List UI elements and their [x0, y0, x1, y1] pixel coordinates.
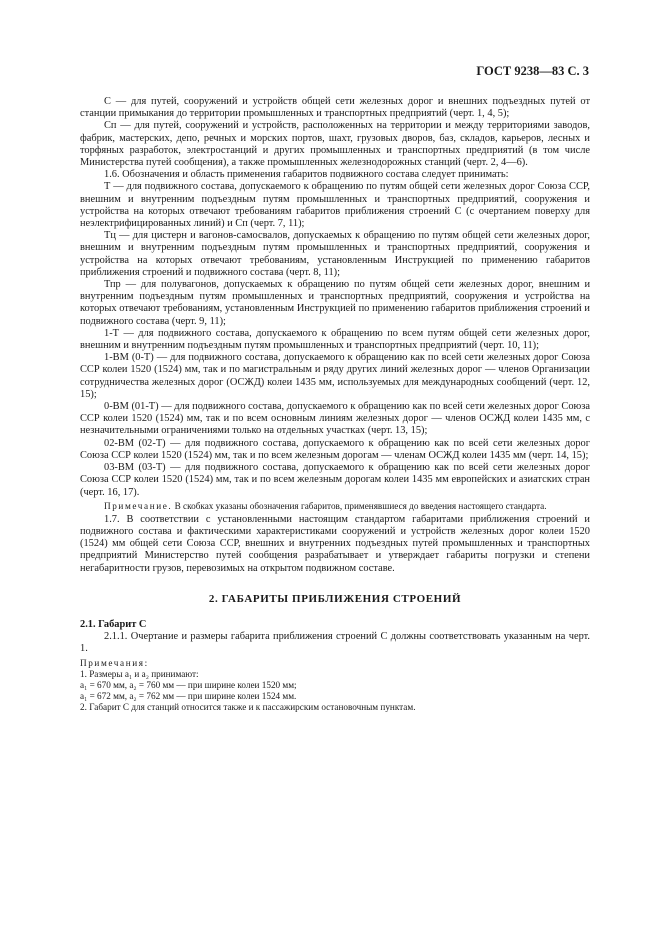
note-line: a₁ = 670 мм, a₂ = 760 мм — при ширине колеи 1520 мм;: [80, 679, 297, 690]
paragraph: С — для путей, сооружений и устройств общей сети железных дорог и внешних подъездных путей от станции примыкания до территории промышленных и транспортных предприятий (черт. 1, 4, 5);: [80, 96, 590, 120]
section-title: 2. ГАБАРИТЫ ПРИБЛИЖЕНИЯ СТРОЕНИЙ: [208, 592, 462, 605]
note-line: 1. Размеры a₁ и a₂ принимают:: [80, 668, 199, 679]
document-body: [80, 96, 590, 713]
subsection-title: 2.1. Габарит С: [80, 618, 147, 630]
paragraph: Сп — для путей, сооружений и устройств, расположенных на территории и между территориями заводов, фабрик, мастерских, депо, речных и морских портов, шахт, грузовых дворов, баз, складов, карьеров, лесных и торфяных разработок, электростанций и других промышленных и транспортных предприятий (в том числе Министерства путей сообщения), а также промышленных железнодорожных станций (черт. 2, 4—6).: [80, 120, 590, 169]
paragraph: 03-ВМ (03-Т) — для подвижного состава, допускаемого к обращению как по всей сети железных дорог Союза ССР колеи 1520 (1524) мм, так и по всем железным дорогам колеи 1435 мм европейских и азиатских стран (черт. 16, 17).: [80, 462, 590, 498]
paragraph: 02-ВМ (02-Т) — для подвижного состава, допускаемого к обращению как по всей сети железных дорог Союза ССР колеи 1520 (1524) мм, так и по всем железным дорогам — членам ОСЖД колеи 1435 мм (черт. 14, 15);: [80, 437, 590, 461]
paragraph: 1.6. Обозначения и область применения габаритов подвижного состава следует принимать:: [104, 169, 509, 181]
paragraph: 1-Т — для подвижного состава, допускаемого к обращению по всем путям общей сети железных дорог, внешним и внутренним подъездным путям промышленных и транспортных предприятий (черт. 10, 11);: [80, 327, 590, 352]
note-text: В скобках указаны обозначения габаритов, применявшиеся до введения настоящего стандарта.: [172, 500, 547, 511]
paragraph-2-1-1: 2.1.1. Очертание и размеры габарита приближения строений С должны соответствовать указанным на черт. 1.: [80, 631, 590, 655]
page-header: ГОСТ 9238—83 С. 3: [476, 64, 589, 78]
paragraph-1-7: 1.7. В соответствии с установленными настоящим стандартом габаритами приближения строений и подвижного состава и фактическими характеристиками сооружений и устройств железных дорог колеи 1520 (1524) мм общей сети Союза ССР, внешних и внутренних подъездных путей промышленных и транспортных предприятий Министерство путей сообщения разрабатывает и утверждает габариты погрузки и степени негабаритности грузов, перевозимых на открытом подвижном составе.: [80, 513, 590, 574]
note-line: 2. Габарит С для станций относится также и к пассажирским остановочным пунктам.: [80, 701, 416, 712]
paragraph: Тц — для цистерн и вагонов-самосвалов, допускаемых к обращению по путям общей сети железных дорог, внешним и внутренним подъездным путям промышленных и транспортных предприятий, сооружения и устройства на которых отвечают требованиям, установленным Инструкцией по применению габаритов приближения строений и подвижного состава (черт. 8, 11);: [80, 230, 590, 278]
paragraph: Т — для подвижного состава, допускаемого к обращению по путям общей сети железных дорог Союза ССР, внешним и внутренним подъездным путям промышленных и транспортных предприятий, сооружения и устройства на которых отвечают требованиям габаритов приближения строений С (с очертанием поверху для неэлектрифицированных линий) и Сп (черт. 7, 11);: [80, 181, 590, 230]
notes-block: [80, 658, 590, 713]
paragraph: 0-ВМ (01-Т) — для подвижного состава, допускаемого к обращению как по всей сети железных дорог Союза ССР колеи 1520 (1524) мм, так и по всем основным линиям железных дорог — членов ОСЖД колеи 1435 мм, с незначительными ограничениями только на отдельных участках (черт. 13, 15);: [80, 401, 590, 437]
note-label: Примечание.: [104, 500, 173, 511]
paragraph: Тпр — для полувагонов, допускаемых к обращению по путям общей сети железных дорог, внешним и внутренним подъездным путям промышленных и транспортных предприятий, сооружения и устройства на которых отвечают требованиям, установленным Инструкцией по применению габаритов приближения строений и подвижного состава (черт. 9, 11);: [80, 279, 590, 327]
note-line: a₁ = 672 мм, a₂ = 762 мм — при ширине колеи 1524 мм.: [80, 690, 297, 701]
paragraph: 1-ВМ (0-Т) — для подвижного состава, допускаемого к обращению как по всей сети железных дорог Союза ССР колеи 1520 (1524) мм, так и по магистральным и ряду других линий железных дорог — членов Организации сотрудничества железных дорог (ОСЖД) колеи 1435 мм, используемых для международных сообщений (черт. 12, 15);: [80, 352, 590, 400]
notes-label: Примечания:: [80, 657, 149, 668]
note: [80, 501, 590, 512]
